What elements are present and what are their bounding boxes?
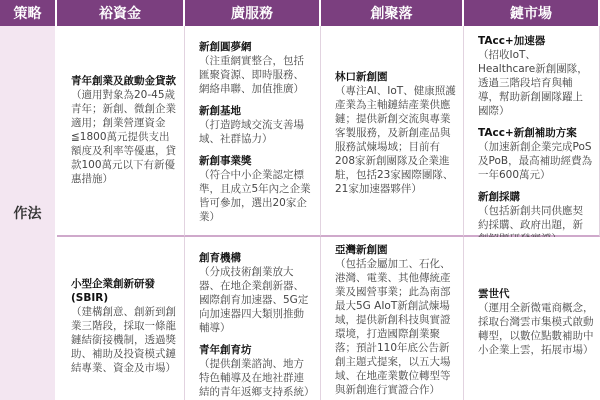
item-title: 林口新創園 xyxy=(335,71,388,83)
cell-clusters-row2 xyxy=(321,237,464,400)
item-incubators xyxy=(199,251,314,335)
item-startup-award xyxy=(199,154,314,224)
item-desc: （提供創業諮詢、地方特色輔導及在地社群連結的青年返鄉支持系統） xyxy=(199,358,315,398)
item-desc: （專注AI、IoT、健康照護產業為主軸鏈結產業供應鏈；提供新創交流與專業客製服務，及新創產品與服務試煉場域；目前有208家新創團隊及企業進駐，包括23家國際團隊、21家加速器夥伴） xyxy=(335,85,456,195)
item-desc: （適用對象為20-45歲青年；新創、微創企業適用；創業營運資金≦1800萬元提供支出額度及利率等優惠，貸款100萬元以下有新優惠措施） xyxy=(71,89,176,185)
header-markets: 鏈市場 xyxy=(464,0,600,26)
header-strategy: 策略 xyxy=(0,0,57,26)
item-desc: （包括新創共同供應契約採購、政府出題，新 xyxy=(478,205,583,231)
item-title: 亞灣新創園 xyxy=(335,244,388,256)
item-title: 新創圓夢網 xyxy=(199,41,252,53)
cell-services-row1 xyxy=(185,26,321,237)
item-desc: （招收IoT、Healthcare新創團隊，透過三階段培育與輔導，幫助新創團隊躍上國際） xyxy=(478,49,588,117)
item-sbir xyxy=(71,277,178,375)
item-title: 青年創業及啟動金貸款 xyxy=(71,75,176,87)
item-title: 雲世代 xyxy=(478,288,510,300)
cell-markets-row2 xyxy=(464,237,600,400)
item-title: 新創採購 xyxy=(478,191,520,203)
item-cloud-generation xyxy=(478,287,594,357)
cell-funding-row2 xyxy=(57,237,185,400)
cell-services-row2 xyxy=(185,237,321,400)
item-title: 新創事業獎 xyxy=(199,155,252,167)
cell-clusters-row1 xyxy=(321,26,464,237)
cell-funding-row1 xyxy=(57,26,185,237)
item-desc: （包括金屬加工、石化、港灣、電業、其他傳統產業及國營事業；此為南部最大5G AIoT新創試煉場域，提供新創科技與實證環境，打造國際創業聚落；預計110年底公告新創主題式提案，以五大場域、在地產業數位轉型等與新創進行實證合作） xyxy=(335,258,451,396)
item-desc: （符合中小企業認定標準，且成立5年內之企業皆可參加，選出20家企業） xyxy=(199,169,311,223)
item-desc: （注重網實整合，包括匯聚資源、即時服務、網絡串聯、加值推廣） xyxy=(199,55,304,95)
item-title: 小型企業創新研發(SBIR) xyxy=(71,278,155,304)
header-clusters: 創聚落 xyxy=(321,0,464,26)
header-funding: 裕資金 xyxy=(57,0,185,26)
item-desc: （分成技術創業放大器、在地企業創新器、國際創育加速器、5G定向加速器四大類別推動輔導） xyxy=(199,266,309,334)
item-linkou-park xyxy=(335,70,457,196)
item-title: 新創基地 xyxy=(199,105,241,117)
item-title: 青年創育坊 xyxy=(199,344,252,356)
item-youth-workshop xyxy=(199,343,314,399)
item-desc: （運用全新微電商概念，採取台灣雲市集模式啟動轉型，以數位點數補助中小企業上雲，拓展市場） xyxy=(478,302,594,356)
cell-markets-row1 xyxy=(464,26,600,237)
item-tacc-subsidy xyxy=(478,126,593,182)
header-services: 廣服務 xyxy=(185,0,321,26)
item-startup-base xyxy=(199,104,314,146)
item-desc: （打造跨域交流支善場域、社群協力） xyxy=(199,119,304,145)
item-title: TAcc+新創補助方案 xyxy=(478,127,577,139)
item-tacc-accelerator xyxy=(478,34,593,118)
item-startup-dream-net xyxy=(199,40,314,96)
item-yawan-park xyxy=(335,243,457,397)
item-youth-loan xyxy=(71,74,178,186)
row-label-approach: 作法 xyxy=(0,26,57,400)
item-desc: （加速新創企業完成PoS及PoB，最高補助經費為一年600萬元） xyxy=(478,141,593,181)
item-title: 創育機構 xyxy=(199,252,241,264)
item-title: TAcc+加速器 xyxy=(478,35,546,47)
item-desc: （建構創意、創新到創業三階段，採取一條龍鏈結銜接機制，透過獎助、補助及投資模式鏈結專業、資金及市場） xyxy=(71,306,176,374)
